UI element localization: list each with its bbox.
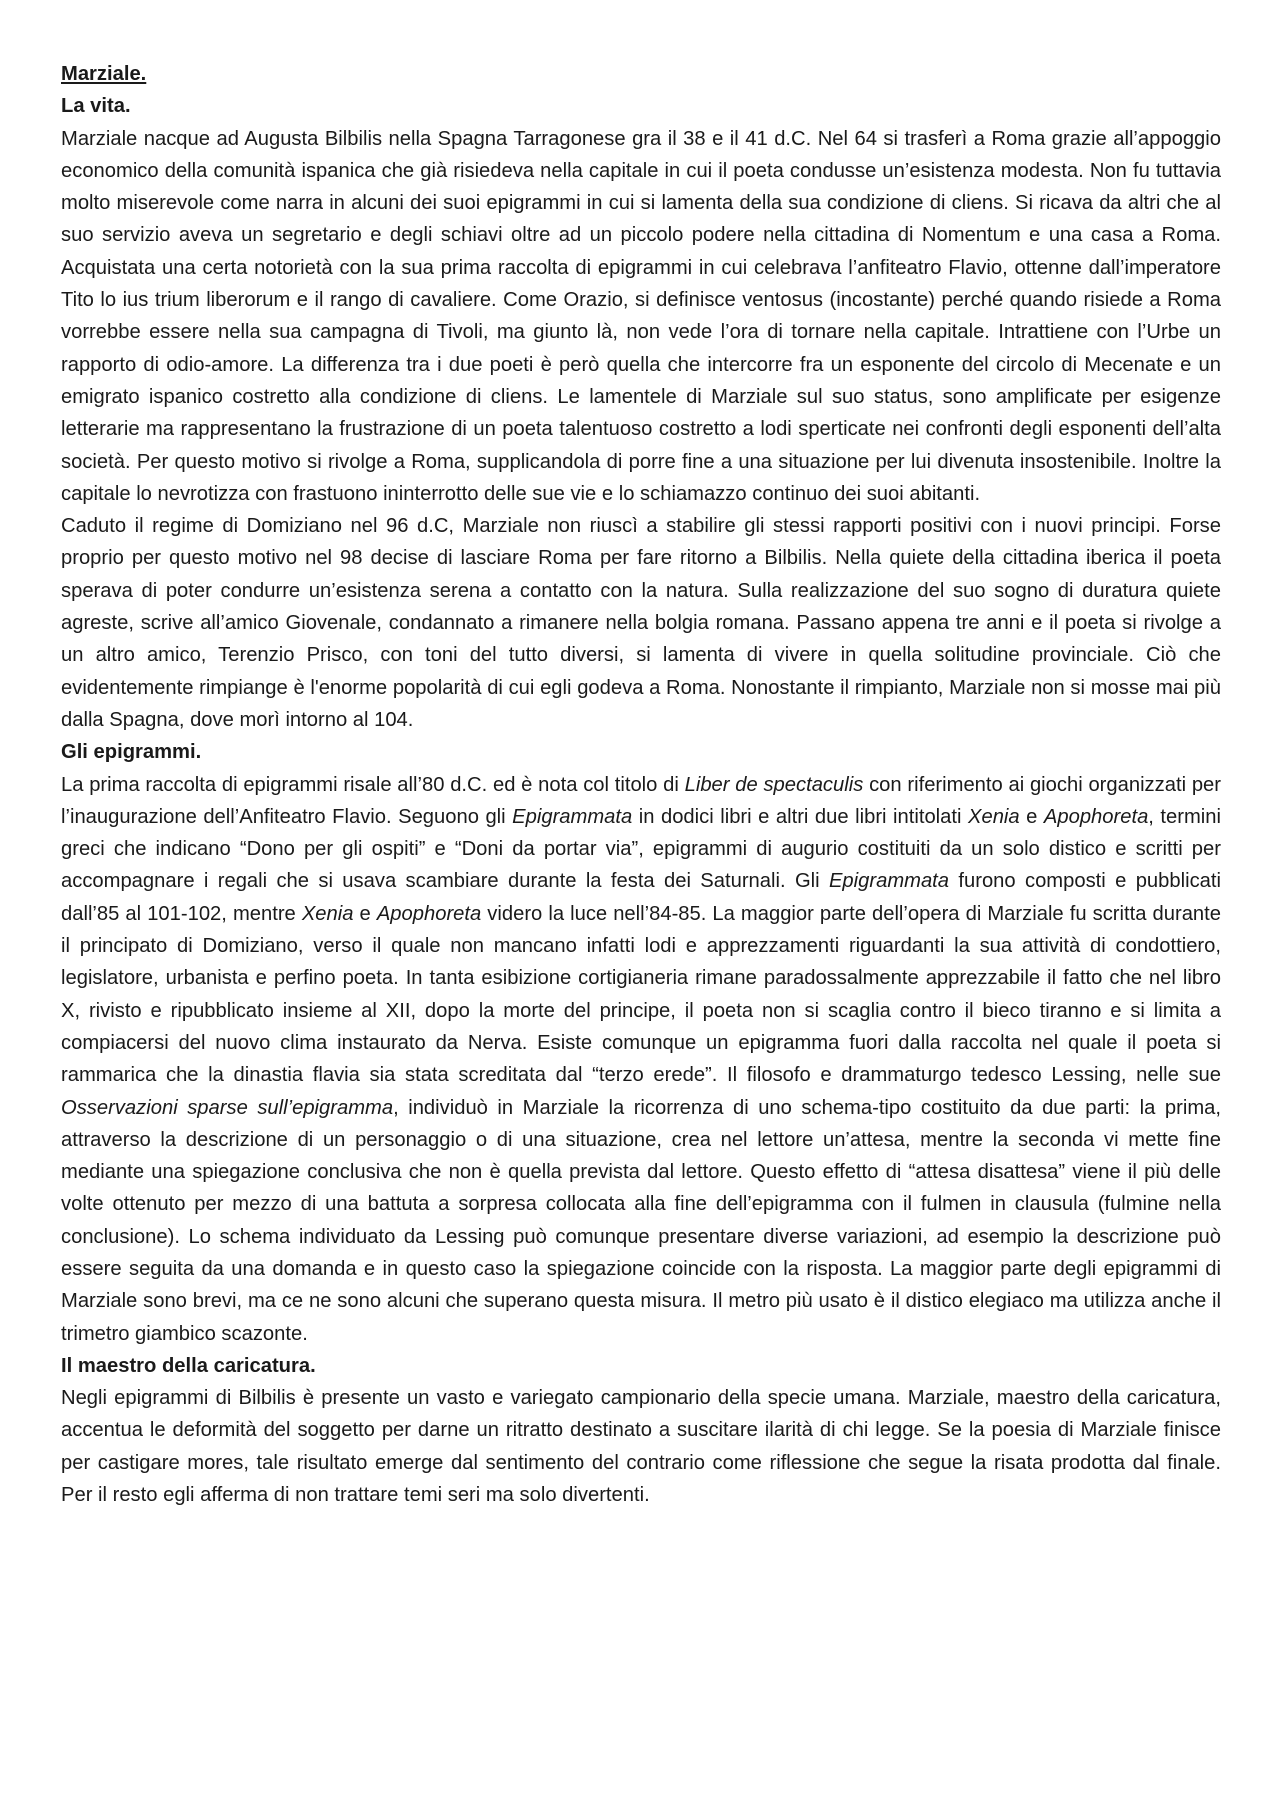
text-run: La prima raccolta di epigrammi risale all’80 d.C. ed è nota col titolo di — [61, 773, 685, 796]
text-run: Marziale nacque ad Augusta Bilbilis nella Spagna Tarragonese gra il 38 e il 41 d.C. Nel 64 si trasferì a Roma grazie all’appoggio economico della comunità ispanica che già risiedeva nella capitale in cui il poeta condusse un’esistenza modesta. Non fu tuttavia molto miserevole come narra in alcuni dei suoi epigrammi in cui si lamenta della sua condizione di cliens. Si ricava da altri che al suo servizio aveva un segretario e degli schiavi oltre ad un piccolo podere nella cittadina di Nomentum e una casa a Roma. Acquistata una certa notorietà con la sua prima raccolta di epigrammi in cui celebrava l’anfiteatro Flavio, ottenne dall’imperatore Tito lo ius trium liberorum e il rango di cavaliere. Come Orazio, si definisce ventosus (incostante) perché quando risiede a Roma vorrebbe essere nella sua campagna di Tivoli, ma giunto là, non vede l’ora di tornare nella capitale. Intrattiene con l’Urbe un rapporto di odio-amore. La differenza tra i due poeti è però quella che intercorre fra un esponente del circolo di Mecenate e un emigrato ispanico costretto alla condizione di cliens. Le lamentele di Marziale sul suo status, sono amplificate per esigenze letterarie ma rappresentano la frustrazione di un poeta talentuoso costretto a lodi sperticate nei confronti degli esponenti dell’alta società. Per questo motivo si rivolge a Roma, supplicandola di porre fine a una situazione per lui divenuta insostenibile. Inoltre la capitale lo nevrotizza con frastuono ininterrotto delle sue vie e lo schiamazzo continuo dei suoi abitanti. — [61, 127, 1221, 505]
document-page — [61, 58, 1221, 1511]
paragraph — [61, 769, 1221, 1350]
italic-title-run: Apophoreta — [1043, 805, 1149, 828]
text-run: , individuò in Marziale la ricorrenza di uno schema-tipo costituito da due parti: la prima, attraverso la descrizione di un personaggio o di una situazione, crea nel lettore un’attesa, mentre la seconda vi mette fine mediante una spiegazione conclusiva che non è quella prevista dal lettore. Questo effetto di “attesa disattesa” viene il più delle volte ottenuto per mezzo di una battuta a sorpresa collocata alla fine dell’epigramma con il fulmen in clausula (fulmine nella conclusione). Lo schema individuato da Lessing può comunque presentare diverse variazioni, ad esempio la descrizione può essere seguita da una domanda e in questo caso la spiegazione coincide con la risposta. La maggior parte degli epigrammi di Marziale sono brevi, ma ce ne sono alcuni che superano questa misura. Il metro più usato è il distico elegiaco ma utilizza anche il trimetro giambico scazonte. — [61, 1096, 1221, 1345]
text-run: e — [1019, 805, 1044, 828]
text-run: , termini greci che indicano “Dono per gli ospiti” e “Doni da portar via”, epigrammi di augurio costituiti da un solo distico e scritti per accompagnare i regali che si usava scambiare durante la festa dei Saturnali. Gli — [61, 805, 1221, 893]
section-heading: Gli epigrammi. — [61, 741, 202, 764]
paragraph — [61, 123, 1221, 511]
paragraph — [61, 1382, 1221, 1511]
italic-title-run: Apophoreta — [376, 902, 482, 925]
text-run: furono composti e pubblicati dall’85 al 101-102, mentre — [61, 870, 1221, 925]
italic-title-run: Osservazioni sparse sull’epigramma — [61, 1096, 394, 1119]
text-run: Negli epigrammi di Bilbilis è presente un vasto e variegato campionario della specie umana. Marziale, maestro della caricatura, accentua le deformità del soggetto per darne un ritratto destinato a suscitare ilarità di chi legge. Se la poesia di Marziale finisce per castigare mores, tale risultato emerge dal sentimento del contrario come riflessione che segue la risata prodotta dal finale. Per il resto egli afferma di non trattare temi seri ma solo divertenti. — [61, 1387, 1221, 1507]
italic-title-run: Epigrammata — [512, 805, 633, 828]
italic-title-run: Epigrammata — [828, 870, 950, 893]
italic-title-run: Xenia — [301, 902, 354, 925]
text-run: videro la luce nell’84-85. La maggior parte dell’opera di Marziale fu scritta durante il principato di Domiziano, verso il quale non mancano infatti lodi e apprezzamenti riguardanti la sua attività di condottiero, legislatore, urbanista e perfino poeta. In tanta esibizione cortigianeria rimane paradossalmente apprezzabile il fatto che nel libro X, rivisto e ripubblicato insieme al XII, dopo la morte del principe, il poeta non si scaglia contro il bieco tiranno e si limita a compiacersi del nuovo clima instaurato da Nerva. Esiste comunque un epigramma fuori dalla raccolta nel quale il poeta si rammarica che la dinastia flavia sia stata screditata dal “terzo erede”. Il filosofo e drammaturgo tedesco Lessing, nelle sue — [61, 902, 1221, 1087]
italic-title-run: Liber de spectaculis — [684, 773, 864, 796]
italic-title-run: Xenia — [968, 805, 1020, 828]
paragraph — [61, 510, 1221, 736]
document-title: Marziale. — [61, 63, 147, 85]
document-body — [61, 90, 1221, 1511]
text-run: con riferimento ai giochi organizzati per l’inaugurazione dell’Anfiteatro Flavio. Seguono gli — [61, 773, 1221, 828]
section-heading: La vita. — [61, 95, 131, 118]
text-run: e — [353, 902, 377, 925]
text-run: Caduto il regime di Domiziano nel 96 d.C, Marziale non riuscì a stabilire gli stessi rapporti positivi con i nuovi principi. Forse proprio per questo motivo nel 98 decise di lasciare Roma per fare ritorno a Bilbilis. Nella quiete della cittadina iberica il poeta sperava di poter condurre un’esistenza serena a contatto con la natura. Sulla realizzazione del suo sogno di duratura quiete agreste, scrive all’amico Giovenale, condannato a rimanere nella bolgia romana. Passano appena tre anni e il poeta si rivolge a un altro amico, Terenzio Prisco, con toni del tutto diversi, si lamenta di vivere in quella solitudine provinciale. Ciò che evidentemente rimpiange è l'enorme popolarità di cui egli godeva a Roma. Nonostante il rimpianto, Marziale non si mosse mai più dalla Spagna, dove morì intorno al 104. — [61, 515, 1221, 731]
section-heading: Il maestro della caricatura. — [61, 1354, 316, 1377]
text-run: in dodici libri e altri due libri intitolati — [632, 805, 968, 828]
